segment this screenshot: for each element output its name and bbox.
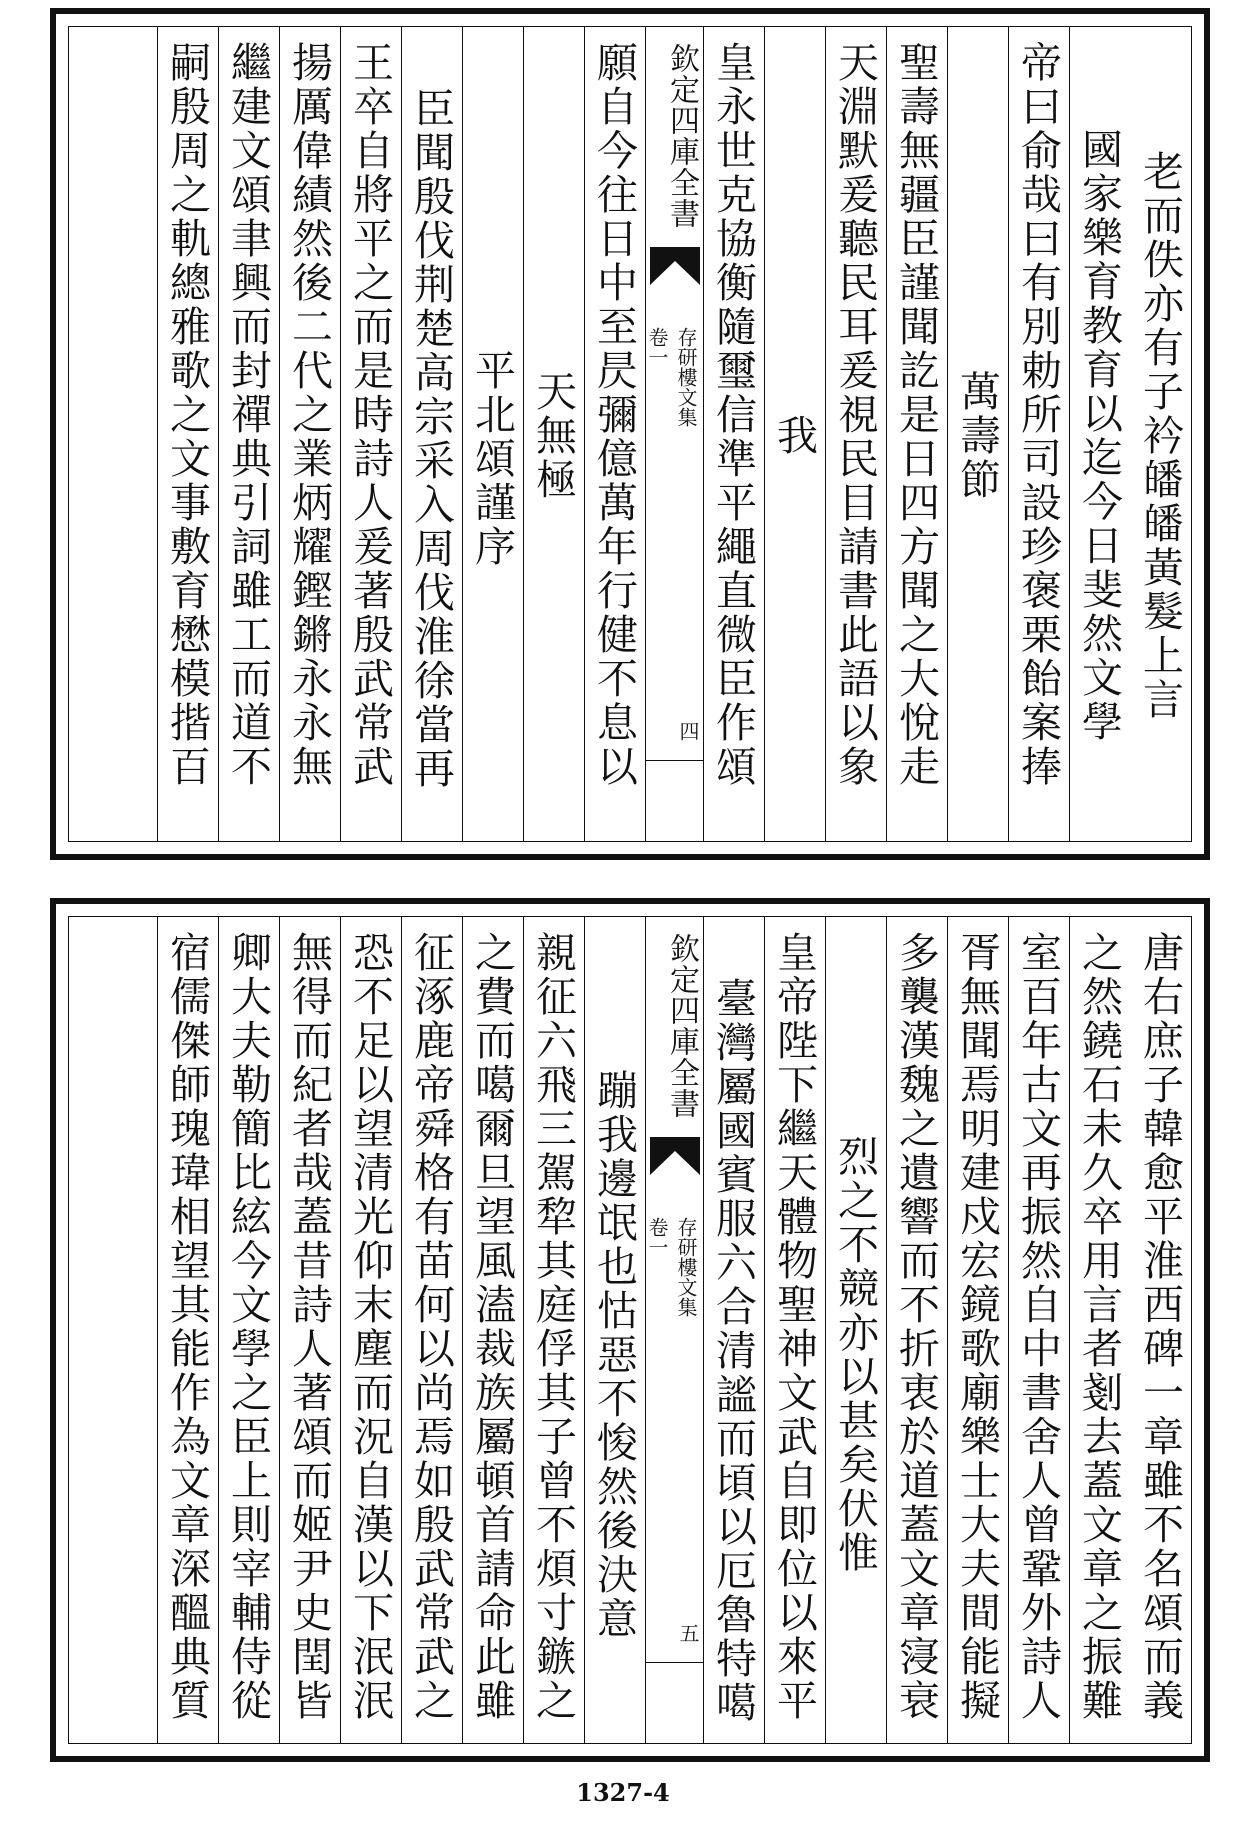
text-column bbox=[703, 27, 764, 841]
book-title: 欽定四庫全書 bbox=[664, 932, 699, 1119]
column-text: 天淵默爰聽民耳爰視民目請書此語以象 bbox=[831, 41, 879, 789]
column-text: 多襲漢魏之遺響而不折衷於道蓋文章寖衰 bbox=[892, 931, 940, 1723]
text-column bbox=[1130, 27, 1191, 841]
column-text: 宿儒傑師瑰瑋相望其能作為文章深醞典質 bbox=[163, 931, 211, 1723]
column-text: 之然鐃石未久卒用言者剗去蓋文章之振難 bbox=[1075, 931, 1123, 1723]
text-column bbox=[1008, 917, 1069, 1743]
book-subtitle: 存研樓文集 bbox=[674, 327, 698, 427]
column-text: 親征六飛三駕犂其庭俘其子曾不煩寸鏃之 bbox=[529, 931, 577, 1723]
bottom-page-frame bbox=[68, 916, 1192, 1744]
banner-rule bbox=[646, 760, 703, 761]
text-column bbox=[584, 27, 645, 841]
text-column bbox=[401, 27, 462, 841]
column-text: 皇帝陛下繼天體物聖神文武自即位以來平 bbox=[770, 931, 818, 1723]
fish-tail-icon bbox=[650, 247, 700, 285]
top-page bbox=[50, 8, 1210, 860]
text-column bbox=[825, 917, 886, 1743]
page-code: 1327-4 bbox=[576, 1778, 670, 1807]
column-text: 繼建文頌聿興而封禪典引詞雖工而道不 bbox=[224, 41, 272, 789]
center-banner bbox=[645, 27, 703, 841]
text-column bbox=[218, 27, 279, 841]
column-text: 無得而紀者哉蓋昔詩人著頌而姬尹史閏皆 bbox=[285, 931, 333, 1723]
text-column bbox=[279, 27, 340, 841]
text-column bbox=[1069, 917, 1130, 1743]
top-page-frame bbox=[68, 26, 1192, 842]
column-text: 之費而噶爾旦望風溘裁族屬頓首請命此雖 bbox=[468, 931, 516, 1723]
column-text: 嗣殷周之軌總雅歌之文事敷育懋模揩百 bbox=[163, 41, 211, 789]
page-number: 四 bbox=[676, 721, 700, 741]
text-column bbox=[462, 917, 523, 1743]
column-text: 萬壽節 bbox=[953, 370, 1001, 502]
column-text: 卿大夫勒簡比絃今文學之臣上則宰輔侍從 bbox=[224, 931, 272, 1723]
text-column bbox=[584, 917, 645, 1743]
text-column bbox=[1069, 27, 1130, 841]
page-number: 五 bbox=[676, 1623, 700, 1643]
column-text: 聖壽無疆臣謹聞訖是日四方聞之大悅走 bbox=[892, 41, 940, 789]
column-text: 願自今往日中至昃彌億萬年行健不息以 bbox=[590, 41, 638, 789]
bottom-page bbox=[50, 898, 1210, 1762]
column-text: 帝曰俞哉曰有別勅所司設珍褒栗飴案捧 bbox=[1014, 41, 1062, 789]
text-column bbox=[218, 917, 279, 1743]
fish-tail-icon bbox=[650, 1137, 700, 1175]
volume-label: 卷一 bbox=[645, 1217, 669, 1257]
column-text: 揚厲偉績然後二代之業炳耀鏗鏘永永無 bbox=[285, 41, 333, 789]
banner-rule bbox=[646, 1662, 703, 1663]
text-column bbox=[947, 27, 1008, 841]
column-text: 老而佚亦有子衿皤皤黃髮上言 bbox=[1136, 150, 1184, 722]
column-text: 征涿鹿帝舜格有苗何以尚焉如殷武常武之 bbox=[407, 931, 455, 1723]
column-text: 王卒自將平之而是時詩人爰著殷武常武 bbox=[346, 41, 394, 789]
column-text: 恐不足以望清光仰末塵而況自漢以下泯泯 bbox=[346, 931, 394, 1723]
text-column bbox=[401, 917, 462, 1743]
text-column bbox=[764, 27, 825, 841]
column-text: 臺灣屬國賓服六合清謐而頃以厄魯特噶 bbox=[709, 977, 757, 1725]
text-column bbox=[1130, 917, 1191, 1743]
column-text: 室百年古文再振然自中書舍人曾鞏外詩人 bbox=[1014, 931, 1062, 1723]
text-column bbox=[340, 27, 401, 841]
column-text: 皇永世克協衡隨璽信準平繩直微臣作頌 bbox=[709, 41, 757, 789]
column-text: 唐右庶子韓愈平淮西碑一章雖不名頌而義 bbox=[1136, 931, 1184, 1723]
text-column bbox=[886, 917, 947, 1743]
center-banner bbox=[645, 917, 703, 1743]
text-column bbox=[462, 27, 523, 841]
text-column bbox=[764, 917, 825, 1743]
text-column bbox=[825, 27, 886, 841]
column-text: 天無極 bbox=[529, 370, 577, 502]
text-column bbox=[340, 917, 401, 1743]
text-column bbox=[157, 27, 218, 841]
text-column bbox=[1008, 27, 1069, 841]
text-column bbox=[523, 917, 584, 1743]
column-text: 平北頌謹序 bbox=[468, 349, 516, 569]
text-column bbox=[157, 917, 218, 1743]
text-column bbox=[279, 917, 340, 1743]
book-subtitle: 存研樓文集 bbox=[674, 1217, 698, 1317]
book-title: 欽定四庫全書 bbox=[664, 42, 699, 229]
column-text: 胥無聞焉明建戍宏鏡歌廟樂士大夫間能擬 bbox=[953, 931, 1001, 1723]
text-column bbox=[947, 917, 1008, 1743]
column-text: 我 bbox=[770, 414, 818, 458]
text-column bbox=[703, 917, 764, 1743]
volume-label: 卷一 bbox=[645, 327, 669, 367]
column-text: 蹦我邊氓也怙惡不悛然後決意 bbox=[590, 1069, 638, 1641]
column-text: 國家樂育教育以迄今日斐然文學 bbox=[1075, 128, 1123, 744]
text-column bbox=[523, 27, 584, 841]
text-column bbox=[886, 27, 947, 841]
column-text: 臣聞殷伐荆楚高宗采入周伐淮徐當再 bbox=[407, 87, 455, 791]
column-text: 烈之不競亦以甚矣伏惟 bbox=[831, 1135, 879, 1575]
